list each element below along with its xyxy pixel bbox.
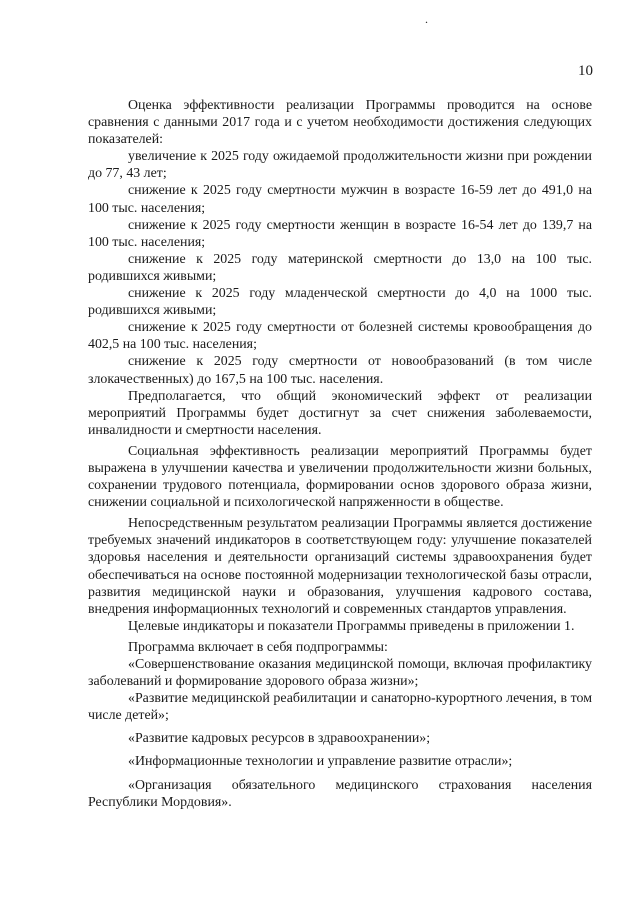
paragraph-social-effect: Социальная эффективность реализации мероприятий Программы будет выражена в улучшении качества и увеличении продолжительности жизни больных, сохранении трудового потенциала, формировании основ здорового образа жизни, снижении социальной и психологической напряженности в обществе. bbox=[88, 443, 592, 511]
list-item-circulatory-mortality: снижение к 2025 году смертности от болезней системы кровообращения до 402,5 на 100 тыс. населения; bbox=[88, 320, 592, 353]
paragraph-intro: Оценка эффективности реализации Программы проводится на основе сравнения с данными 2017 года и с учетом необходимости достижения следующих показателей: bbox=[88, 98, 592, 148]
list-item-infant-mortality: снижение к 2025 году младенческой смертности до 4,0 на 1000 тыс. родившихся живыми; bbox=[88, 286, 592, 319]
body-text bbox=[88, 97, 592, 811]
list-item-maternal-mortality: снижение к 2025 году материнской смертности до 13,0 на 100 тыс. родившихся живыми; bbox=[88, 251, 592, 284]
list-item-neoplasm-mortality: снижение к 2025 году смертности от новообразований (в том числе злокачественных) до 167,5 на 100 тыс. населения. bbox=[88, 354, 592, 387]
subprogram-item-medical-care: «Совершенствование оказания медицинской помощи, включая профилактику заболеваний и формирование здорового образа жизни»; bbox=[88, 657, 592, 690]
stray-dot: . bbox=[425, 12, 428, 26]
list-item-male-mortality: снижение к 2025 году смертности мужчин в возрасте 16-59 лет до 491,0 на 100 тыс. населения; bbox=[88, 183, 592, 216]
list-item-female-mortality: снижение к 2025 году смертности женщин в возрасте 16-54 лет до 139,7 на 100 тыс. населения; bbox=[88, 217, 592, 250]
subprogram-item-rehabilitation: «Развитие медицинской реабилитации и санаторно-курортного лечения, в том числе детей»; bbox=[88, 691, 592, 724]
subprogram-item-it: «Информационные технологии и управление развитие отрасли»; bbox=[128, 754, 513, 770]
paragraph-indicators: Целевые индикаторы и показатели Программы приведены в приложении 1. bbox=[128, 618, 575, 634]
paragraph-subprograms-intro: Программа включает в себя подпрограммы: bbox=[128, 639, 388, 655]
page-number: 10 bbox=[578, 63, 593, 79]
subprogram-item-insurance: «Организация обязательного медицинского страхования населения Республики Мордовия». bbox=[88, 777, 592, 810]
subprogram-item-personnel: «Развитие кадровых ресурсов в здравоохранении»; bbox=[128, 731, 431, 747]
list-item-life-expectancy: увеличение к 2025 году ожидаемой продолжительности жизни при рождении до 77, 43 лет; bbox=[88, 149, 592, 182]
paragraph-direct-result: Непосредственным результатом реализации Программы является достижение требуемых значений индикаторов в соответствующем году: улучшение показателей здоровья населения и деятельности организаций системы здравоохранения будет обеспечиваться на основе постоянной модернизации технологической базы отрасли, развития медицинской науки и образования, улучшения кадрового состава, внедрения информационных технологий и современных стандартов управления. bbox=[88, 516, 592, 617]
paragraph-economic-effect: Предполагается, что общий экономический эффект от реализации мероприятий Программы будет достигнут за счет снижения заболеваемости, инвалидности и смертности населения. bbox=[88, 388, 592, 438]
